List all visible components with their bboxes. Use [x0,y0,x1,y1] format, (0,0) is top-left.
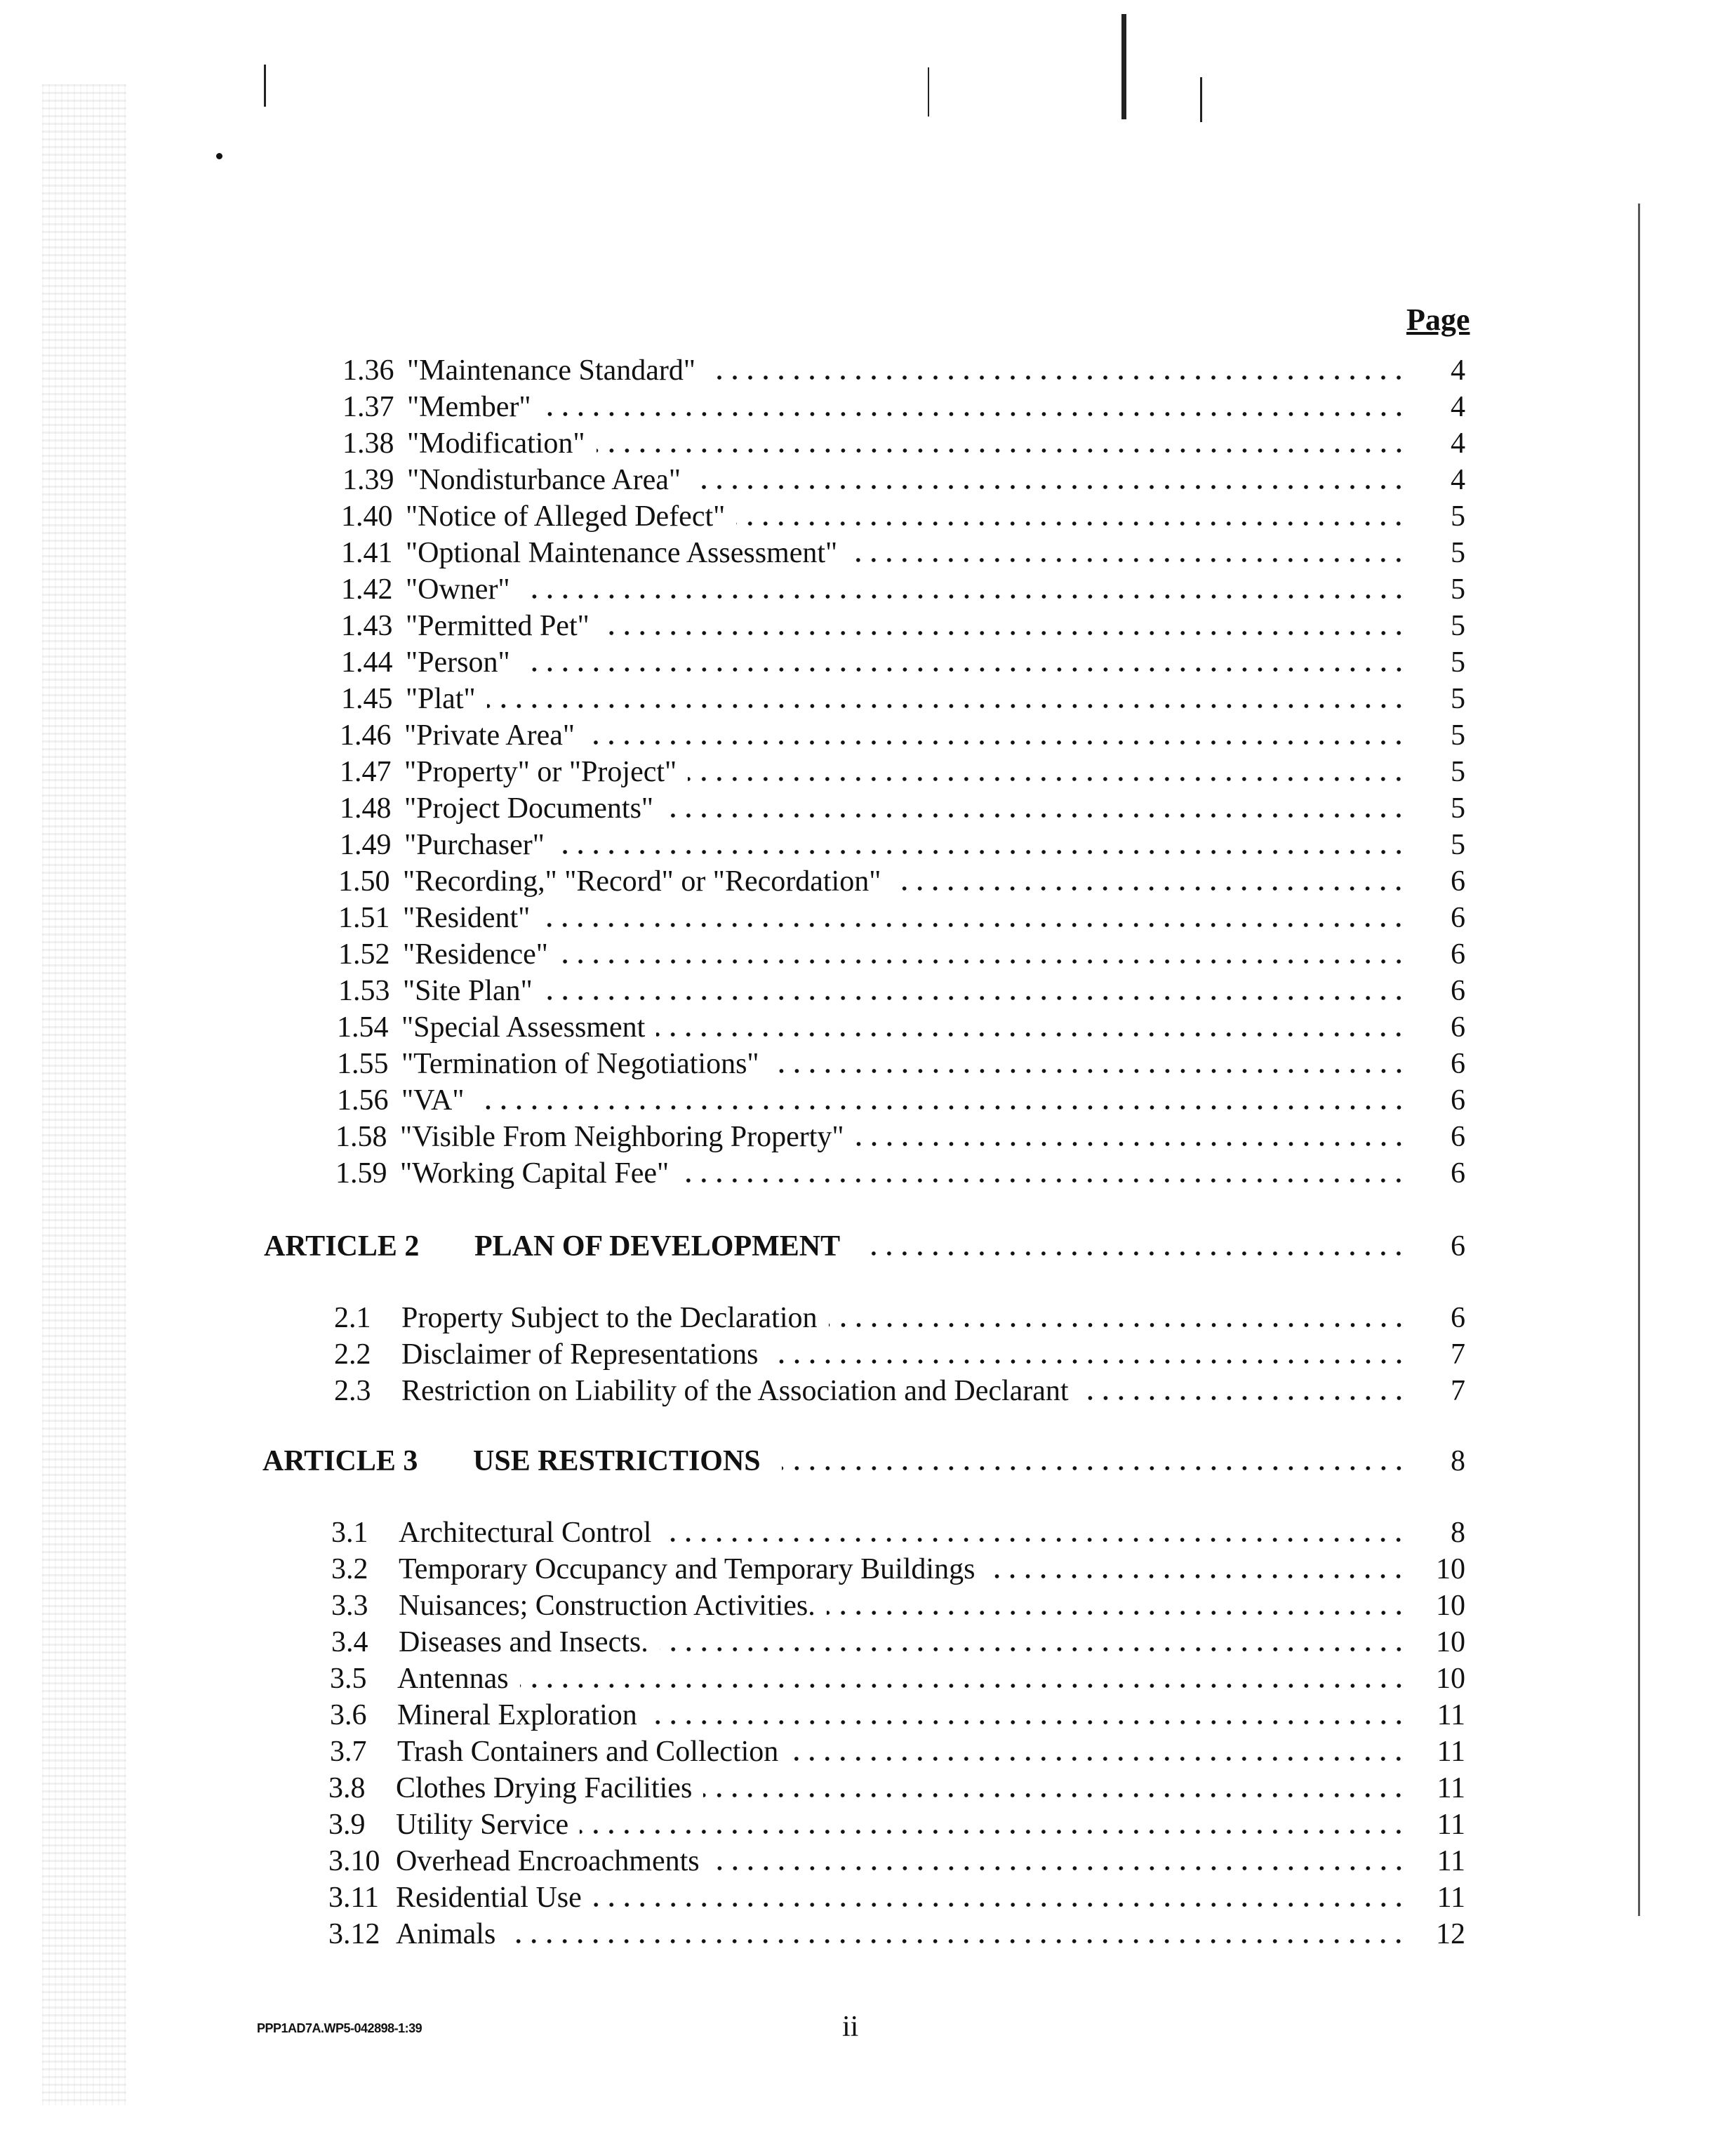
toc-entry[interactable] [334,1336,1465,1373]
entry-page: 10 [1436,1553,1465,1585]
entry-page: 6 [1451,1084,1465,1117]
entry-number: 1.49 [340,829,392,861]
entry-title: "Project Documents" [404,792,654,825]
entry-page: 11 [1437,1845,1465,1877]
entry-page: 5 [1451,756,1465,788]
article-title: PLAN OF DEVELOPMENT [474,1230,841,1263]
entry-page: 5 [1451,500,1465,533]
dot-leader [829,1323,1407,1327]
toc-entry[interactable] [337,1046,1465,1082]
entry-page: 11 [1437,1809,1465,1841]
entry-number: 1.40 [341,500,393,533]
toc-entry[interactable] [328,1916,1465,1952]
entry-page: 5 [1451,829,1465,861]
entry-number: 1.47 [340,756,392,788]
entry-page: 11 [1437,1772,1465,1804]
entry-page: 5 [1451,683,1465,715]
entry-number: 3.9 [328,1809,366,1841]
dot-leader [559,959,1406,964]
entry-title: Diseases and Insects. [399,1626,648,1658]
dot-leader [476,1105,1406,1110]
article-page: 8 [1451,1445,1465,1477]
entry-number: 1.59 [335,1157,387,1190]
dot-leader [827,1611,1406,1615]
article-heading[interactable] [264,1228,1465,1265]
entry-page: 4 [1451,391,1465,423]
toc-entry[interactable] [341,608,1465,644]
toc-entry[interactable] [342,462,1465,498]
dot-leader [660,1647,1406,1651]
dot-leader [520,1684,1406,1688]
toc-entry[interactable] [330,1734,1465,1770]
article-page: 6 [1451,1230,1465,1263]
entry-title: "Private Area" [404,719,575,752]
scan-mark-line [1121,14,1126,119]
entry-title: Nuisances; Construction Activities. [399,1590,815,1622]
entry-number: 3.3 [331,1590,368,1622]
toc-entry[interactable] [340,827,1465,863]
toc-entry[interactable] [342,425,1465,462]
entry-page: 6 [1451,1157,1465,1190]
entry-page: 8 [1451,1517,1465,1549]
dot-leader [601,631,1406,635]
scan-noise-edge [42,84,126,2105]
entry-number: 2.3 [334,1375,371,1407]
entry-number: 1.46 [340,719,392,752]
toc-entry[interactable] [342,389,1465,425]
entry-number: 1.39 [342,464,394,496]
dot-leader [692,485,1406,489]
entry-page: 5 [1451,719,1465,752]
entry-title: "Recording," "Record" or "Recordation" [403,865,881,898]
entry-page: 6 [1451,938,1465,971]
toc-entry[interactable] [328,1879,1465,1916]
entry-page: 7 [1451,1338,1465,1371]
toc-entry[interactable] [338,863,1465,900]
entry-page: 11 [1437,1736,1465,1768]
entry-number: 3.11 [328,1882,379,1914]
dot-leader [782,1466,1406,1470]
entry-number: 1.51 [338,902,390,934]
dot-leader [597,448,1406,453]
entry-number: 1.54 [337,1011,389,1044]
entry-number: 3.8 [328,1772,366,1804]
entry-page: 10 [1436,1663,1465,1695]
entry-title: Animals [396,1918,496,1950]
entry-number: 1.50 [338,865,390,898]
dot-leader [688,777,1406,781]
dot-leader [656,1032,1406,1037]
entry-title: Architectural Control [399,1517,652,1549]
toc-entry[interactable] [338,936,1465,973]
entry-page: 5 [1451,610,1465,642]
toc-entry[interactable] [331,1624,1465,1661]
document-code: PPP1AD7A.WP5-042898-1:39 [257,2021,422,2035]
entry-page: 4 [1451,427,1465,460]
toc-entry[interactable] [334,1300,1465,1336]
toc-entry[interactable] [341,498,1465,535]
dot-leader [541,923,1406,927]
entry-page: 10 [1436,1626,1465,1658]
dot-leader [892,886,1406,891]
entry-number: 3.6 [330,1699,367,1731]
toc-entry[interactable] [340,754,1465,790]
toc-entry[interactable] [341,535,1465,571]
scan-mark-line [264,65,266,107]
dot-leader [521,667,1406,672]
dot-leader [736,521,1406,526]
article-heading[interactable] [262,1443,1465,1479]
toc-entry[interactable] [334,1373,1465,1409]
toc-entry[interactable] [341,681,1465,717]
entry-title: Mineral Exploration [397,1699,637,1731]
entry-page: 7 [1451,1375,1465,1407]
entry-number: 3.5 [330,1663,367,1695]
toc-entry[interactable] [341,644,1465,681]
article-title: USE RESTRICTIONS [473,1445,761,1477]
entry-title: "Modification" [407,427,585,460]
page-column-label: Page [1406,302,1470,337]
entry-title: Trash Containers and Collection [397,1736,779,1768]
entry-title: "Nondisturbance Area" [407,464,681,496]
toc-entry[interactable] [337,1009,1465,1046]
entry-number: 1.36 [342,354,394,387]
dot-leader [487,704,1406,708]
toc-entry[interactable] [340,790,1465,827]
entry-title: "Working Capital Fee" [400,1157,670,1190]
dot-leader [556,850,1406,854]
scan-dot [216,153,222,159]
toc-entry[interactable] [341,571,1465,608]
entry-number: 1.58 [335,1121,387,1153]
toc-entry[interactable] [338,900,1465,936]
entry-title: "Resident" [403,902,531,934]
entry-title: Utility Service [396,1809,569,1841]
entry-number: 1.44 [341,646,393,679]
entry-page: 5 [1451,537,1465,569]
entry-page: 6 [1451,1011,1465,1044]
dot-leader [665,813,1406,818]
entry-title: "Special Assessment [401,1011,646,1044]
toc-entry[interactable] [330,1661,1465,1697]
entry-title: "Permitted Pet" [406,610,590,642]
entry-page: 10 [1436,1590,1465,1622]
entry-number: 1.53 [338,975,390,1007]
toc-entry[interactable] [342,352,1465,389]
entry-number: 3.12 [328,1918,380,1950]
entry-title: "Property" or "Project" [404,756,677,788]
dot-leader [521,594,1406,599]
dot-leader [593,1903,1406,1907]
article-number: ARTICLE 2 [264,1230,420,1263]
toc-entry[interactable] [335,1119,1465,1155]
entry-title: Property Subject to the Declaration [401,1302,818,1334]
entry-title: "Termination of Negotiations" [401,1048,759,1080]
entry-page: 5 [1451,646,1465,679]
entry-title: "Plat" [406,683,476,715]
toc-entry[interactable] [340,717,1465,754]
entry-title: "Member" [407,391,531,423]
dot-leader [542,412,1406,416]
toc-entry[interactable] [328,1770,1465,1806]
entry-number: 1.56 [337,1084,389,1117]
entry-page: 5 [1451,792,1465,825]
entry-title: Restriction on Liability of the Association and Declarant [401,1375,1069,1407]
entry-page: 6 [1451,975,1465,1007]
entry-number: 2.1 [334,1302,371,1334]
entry-number: 3.1 [331,1517,368,1549]
toc-entry[interactable] [328,1843,1465,1879]
entry-page: 6 [1451,1121,1465,1153]
entry-number: 1.48 [340,792,392,825]
entry-title: Temporary Occupancy and Temporary Buildings [399,1553,975,1585]
dot-leader [648,1720,1406,1724]
dot-leader [703,1793,1406,1797]
entry-page: 6 [1451,1048,1465,1080]
entry-number: 1.38 [342,427,394,460]
toc-entry[interactable] [331,1515,1465,1551]
entry-title: "Person" [406,646,510,679]
entry-title: Overhead Encroachments [396,1845,700,1877]
entry-number: 1.41 [341,537,393,569]
entry-title: Antennas [397,1663,509,1695]
entry-page: 6 [1451,902,1465,934]
entry-title: "Notice of Alleged Defect" [406,500,726,533]
toc-entry[interactable] [337,1082,1465,1119]
entry-number: 1.42 [341,573,393,606]
entry-title: "VA" [401,1084,465,1117]
dot-leader [848,558,1406,562]
entry-title: "Site Plan" [403,975,533,1007]
entry-page: 11 [1437,1699,1465,1731]
page-number: ii [842,2011,859,2043]
entry-number: 3.2 [331,1553,368,1585]
entry-page: 5 [1451,573,1465,606]
dot-leader [707,375,1406,380]
entry-page: 4 [1451,354,1465,387]
toc-entry[interactable] [330,1697,1465,1734]
entry-number: 3.10 [328,1845,380,1877]
entry-title: "Optional Maintenance Assessment" [406,537,838,569]
entry-number: 1.55 [337,1048,389,1080]
scan-mark-line [1638,204,1640,1916]
dot-leader [586,740,1406,745]
dot-leader [662,1538,1406,1542]
entry-page: 11 [1437,1882,1465,1914]
scan-mark-line [1200,77,1202,122]
entry-title: "Residence" [403,938,548,971]
entry-title: Residential Use [396,1882,582,1914]
entry-title: Disclaimer of Representations [401,1338,759,1371]
entry-number: 3.4 [331,1626,368,1658]
entry-title: "Visible From Neighboring Property" [400,1121,844,1153]
dot-leader [770,1359,1406,1364]
toc-entry[interactable] [328,1806,1465,1843]
dot-leader [790,1757,1406,1761]
dot-leader [580,1830,1406,1834]
scan-mark-line [928,67,929,117]
dot-leader [680,1178,1406,1183]
entry-number: 1.52 [338,938,390,971]
dot-leader [1080,1396,1406,1400]
entry-title: "Owner" [406,573,510,606]
dot-leader [544,996,1406,1000]
toc-entry[interactable] [331,1551,1465,1588]
dot-leader [507,1939,1406,1943]
dot-leader [986,1574,1406,1578]
entry-number: 1.43 [341,610,393,642]
entry-title: "Purchaser" [404,829,545,861]
toc-entry[interactable] [331,1588,1465,1624]
entry-title: "Maintenance Standard" [407,354,695,387]
entry-page: 6 [1451,865,1465,898]
article-number: ARTICLE 3 [262,1445,418,1477]
entry-page: 12 [1436,1918,1465,1950]
dot-leader [855,1142,1406,1146]
entry-number: 2.2 [334,1338,371,1371]
toc-entry[interactable] [338,973,1465,1009]
entry-number: 1.45 [341,683,393,715]
entry-title: Clothes Drying Facilities [396,1772,693,1804]
dot-leader [711,1866,1406,1870]
entry-page: 6 [1451,1302,1465,1334]
toc-entry[interactable] [335,1155,1465,1192]
dot-leader [771,1069,1406,1073]
entry-number: 1.37 [342,391,394,423]
entry-page: 4 [1451,464,1465,496]
entry-number: 3.7 [330,1736,367,1768]
dot-leader [861,1251,1406,1256]
